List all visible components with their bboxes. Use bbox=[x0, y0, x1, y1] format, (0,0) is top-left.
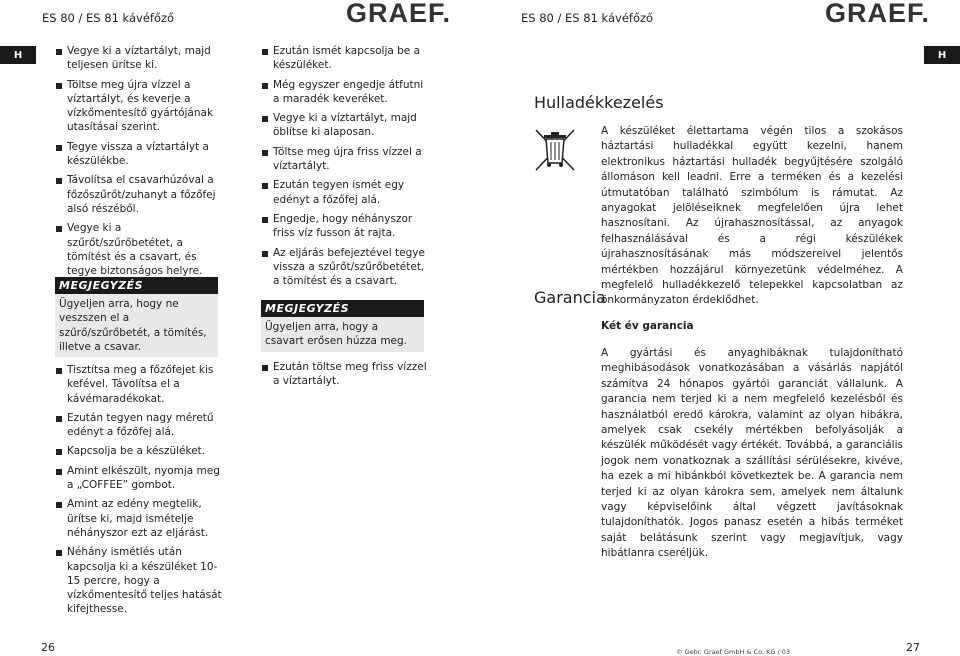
list-item: Ezután tegyen ismét egy edényt a főzőfej alá. bbox=[261, 178, 429, 207]
note-text: Ügyeljen arra, hogy ne veszszen el a szűrő/szűrőbetét, a tömítés, illetve a csavar. bbox=[55, 294, 218, 357]
list-item: Tegye vissza a víztartályt a készülékbe. bbox=[55, 140, 223, 169]
step-list-3 bbox=[261, 44, 429, 288]
right-page-number: 27 bbox=[906, 641, 920, 654]
step-list-2 bbox=[55, 363, 223, 617]
list-item: Ezután ismét kapcsolja be a készüléket. bbox=[261, 44, 429, 73]
note-box-middle bbox=[261, 300, 424, 352]
note-text: Ügyeljen arra, hogy a csavart erősen húzza meg. bbox=[261, 317, 424, 352]
graef-logo-right: GRAEF. bbox=[825, 0, 931, 28]
list-item: Amint elkészült, nyomja meg a „COFFEE” gombot. bbox=[55, 464, 223, 493]
column-middle-continued bbox=[261, 360, 429, 394]
list-item: Vegye ki a víztartályt, majd teljesen ürítse ki. bbox=[55, 44, 223, 73]
list-item: Vegye ki a víztartályt, majd öblítse ki alaposan. bbox=[261, 111, 429, 140]
list-item: Ezután tegyen nagy méretű edényt a főzőfej alá. bbox=[55, 411, 223, 440]
list-item: Töltse meg újra friss vízzel a víztartályt. bbox=[261, 145, 429, 174]
list-item: Az eljárás befejeztével tegye vissza a szűrőt/szűrőbetétet, a tömítést és a csavart. bbox=[261, 246, 429, 289]
list-item: Töltse meg újra vízzel a víztartályt, és keverje a vízkőmentesítő gyártójának utasításai szerint. bbox=[55, 78, 223, 135]
language-tab-left: H bbox=[0, 46, 36, 64]
waste-section-text: A készüléket élettartama végén tilos a szokásos háztartási hulladékkal együtt kezelni, hanem elektronikus háztartási hulladék begyűjtésére szolgáló állomáson kell leadni. Erre a terméken és a kezelési útmutatóban található szimbólum is rámutat. Az anyagokat jelöléseiknek megfelelően újra lehet hasznosítani. Az újrahasznosítással, az anyagok felhasználásával és a régi készülékek újrahasznosításának más módszereivel jelentős mértékben hozzájárul környezetünk védelméhez. A megfelelő hulladékkezelő telepekkel kapcsolatban az önkormányzaton érdeklődhet. bbox=[601, 125, 903, 307]
left-page-number: 26 bbox=[41, 641, 55, 654]
list-item: Tisztítsa meg a főzőfejet kis kefével. Távolítsa el a kávémaradékokat. bbox=[55, 363, 223, 406]
list-item: Vegye ki a szűrőt/szűrőbetétet, a tömítést és a csavart, és tegye biztonságos helyre. bbox=[55, 221, 223, 278]
note-title: MEGJEGYZÉS bbox=[55, 277, 218, 294]
copyright-notice: © Gebr. Graef GmbH & Co. KG / 03 bbox=[676, 648, 790, 656]
list-item: Engedje, hogy néhányszor friss víz fusson át rajta. bbox=[261, 212, 429, 241]
column-middle bbox=[261, 44, 429, 293]
step-list-4 bbox=[261, 360, 429, 389]
list-item: Amint az edény megtelik, ürítse ki, majd ismételje néhányszor ezt az eljárást. bbox=[55, 497, 223, 540]
step-list-1 bbox=[55, 44, 223, 278]
weee-crossed-bin-icon bbox=[530, 124, 580, 174]
list-item: Néhány ismétlés után kapcsolja ki a készüléket 10-15 percre, hogy a vízkőmentesítő teljes hatását kifejthesse. bbox=[55, 545, 223, 616]
list-item: Még egyszer engedje átfutni a maradék keveréket. bbox=[261, 78, 429, 107]
list-item: Távolítsa el csavarhúzóval a főzőszűrőt/zuhanyt a főzőfej alsó részéből. bbox=[55, 173, 223, 216]
list-item: Kapcsolja be a készüléket. bbox=[55, 444, 223, 458]
waste-section-title: Hulladékkezelés bbox=[534, 93, 664, 112]
list-item: Ezután töltse meg friss vízzel a víztartályt. bbox=[261, 360, 429, 389]
warranty-section-title: Garancia bbox=[534, 288, 606, 307]
left-page-header-title: ES 80 / ES 81 kávéfőző bbox=[42, 11, 175, 25]
language-tab-right: H bbox=[924, 46, 960, 64]
column-left-continued bbox=[55, 363, 223, 622]
warranty-subtitle: Két év garancia bbox=[601, 320, 694, 332]
note-title: MEGJEGYZÉS bbox=[261, 300, 424, 317]
right-page-header-title: ES 80 / ES 81 kávéfőző bbox=[521, 11, 654, 25]
column-left bbox=[55, 44, 223, 283]
graef-logo-left: GRAEF. bbox=[346, 0, 452, 28]
warranty-section-text: A gyártási és anyaghibáknak tulajdonítható meghibásodások vonatkozásában a vásárlás napjától számítva 24 hónapos gyártói garanciát vállalunk. A garancia nem terjed ki a nem megfelelő kezelésből és használatból eredő károkra, valamint az olyan hibákra, amelyek csak csekély mértékben befolyásolják a készülék működését vagy értékét. Továbbá, a garanciális jogok nem vonatkoznak a szállítási sérülésekre, kivéve, ha ezek a mi hibánkból következtek be. A garancia nem terjed ki az olyan károkra sem, amelyek nem általunk vagy képviselőink által végzett javításoknak tulajdoníthatók. Jogos panasz esetén a hibás terméket saját belátásunk szerint vagy megjavítjuk, vagy hibátlanra cseréljük. bbox=[601, 347, 903, 560]
note-box-left bbox=[55, 277, 218, 357]
